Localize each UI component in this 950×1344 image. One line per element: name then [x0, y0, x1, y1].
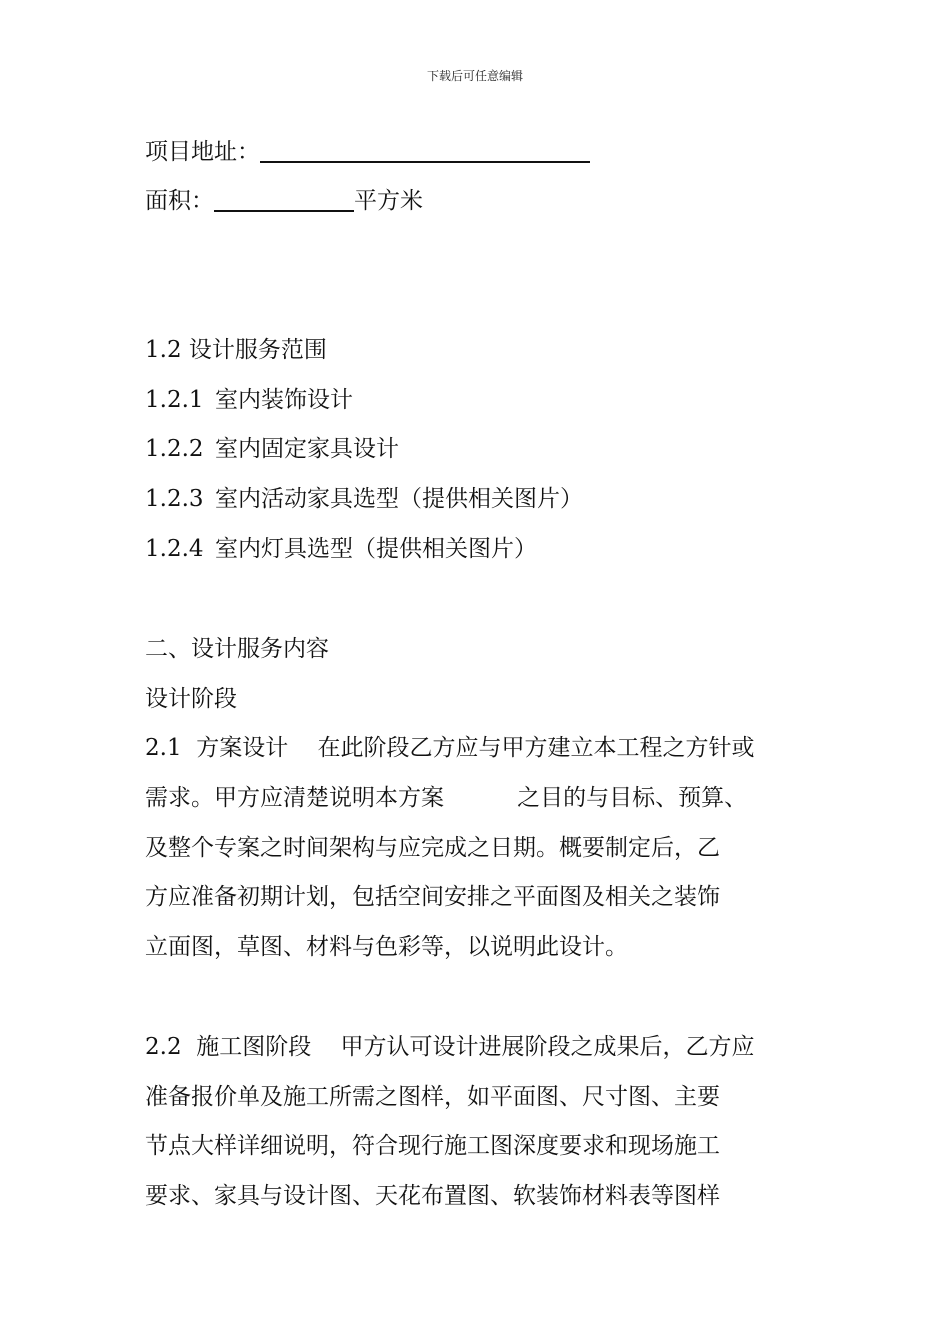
scope-item-text: 室内活动家具选型（提供相关图片）: [215, 486, 583, 512]
paragraph-line: 要求、家具与设计图、天花布置图、软装饰材料表等图样: [145, 1183, 720, 1209]
scope-item-number: 1.2.3: [145, 486, 204, 512]
address-label: 项目地址：: [145, 139, 260, 165]
paragraph-line: 2.2 施工图阶段 甲方认可设计进展阶段之成果后，乙方应: [145, 1034, 755, 1060]
scope-item-text: 室内装饰设计: [215, 387, 353, 413]
scope-item-number: 1.2.1: [145, 387, 204, 413]
scope-item: [145, 385, 353, 415]
scope-item-number: 1.2.2: [145, 436, 204, 462]
paragraph-line: 及整个专案之时间架构与应完成之日期。概要制定后，乙: [145, 835, 720, 861]
area-label: 面积：: [145, 188, 214, 214]
area-blank[interactable]: [214, 188, 354, 212]
paragraph-line: 需求。甲方应清楚说明本方案 之目的与目标、预算、: [145, 785, 748, 811]
address-line: [145, 137, 590, 167]
area-unit: 平方米: [354, 188, 423, 214]
scope-item-text: 室内灯具选型（提供相关图片）: [215, 536, 537, 562]
area-line: [145, 186, 423, 216]
scope-title: 1.2 设计服务范围: [145, 337, 327, 363]
section-title: 二、设计服务内容: [145, 636, 329, 662]
scope-item-text: 室内固定家具设计: [215, 436, 399, 462]
paragraph-line: 节点大样详细说明，符合现行施工图深度要求和现场施工: [145, 1133, 720, 1159]
scope-item: [145, 434, 399, 464]
scope-item: [145, 534, 537, 564]
paragraph-line: 2.1 方案设计 在此阶段乙方应与甲方建立本工程之方针或: [145, 735, 755, 761]
phase-heading: 设计阶段: [145, 686, 237, 712]
address-blank[interactable]: [260, 139, 590, 163]
paragraph-line: 准备报价单及施工所需之图样，如平面图、尺寸图、主要: [145, 1084, 720, 1110]
paragraph-line: 方应准备初期计划，包括空间安排之平面图及相关之装饰: [145, 884, 720, 910]
scope-item: [145, 484, 583, 514]
page-header: 下载后可任意编辑: [426, 69, 523, 83]
paragraph-line: 立面图，草图、材料与色彩等，以说明此设计。: [145, 934, 628, 960]
scope-item-number: 1.2.4: [145, 536, 204, 562]
